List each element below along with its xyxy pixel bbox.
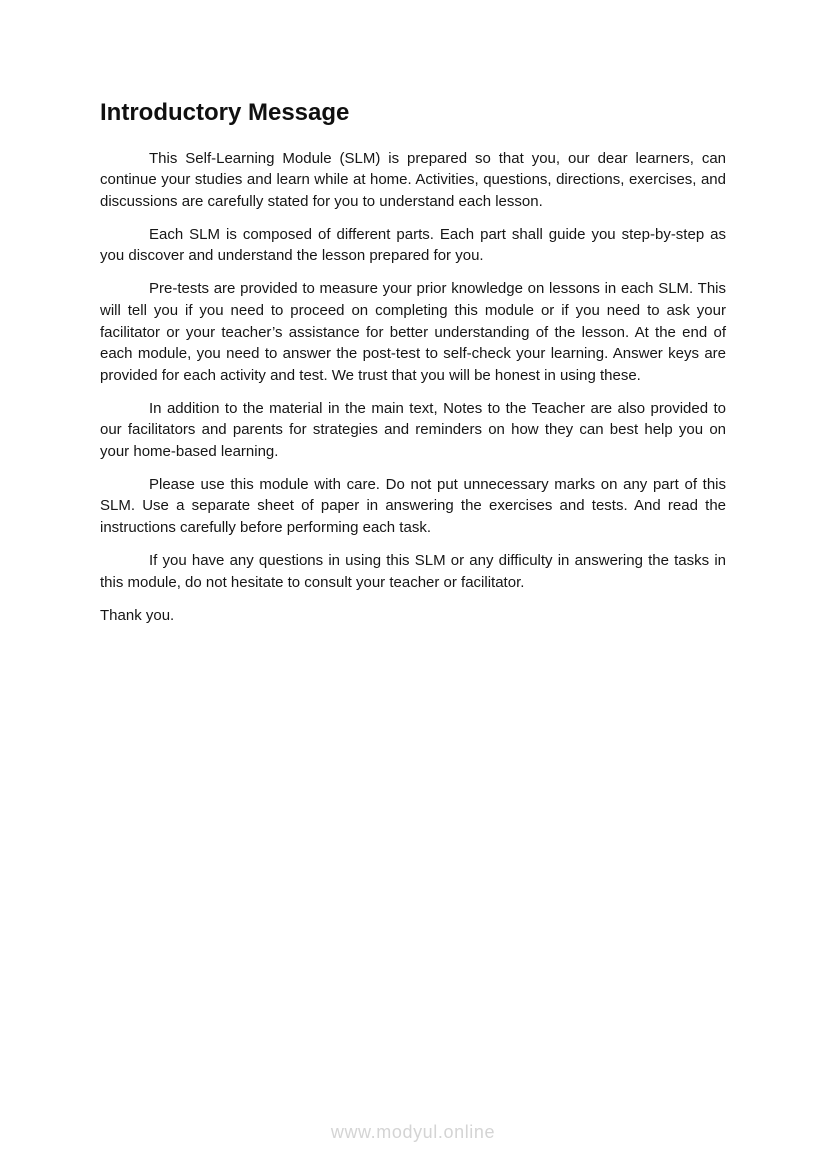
paragraph-parts: Each SLM is composed of different parts. Each part shall guide you step-by-step as you discover and understand the lesson prepared for you. (100, 225, 726, 265)
closing-text: Thank you. (100, 607, 175, 625)
paragraph-questions: If you have any questions in using this SLM or any difficulty in answering the tasks in this module, do not hesitate to consult your teacher or facilitator. (100, 551, 726, 591)
body-text (100, 148, 726, 627)
paragraph-care-instructions: Please use this module with care. Do not put unnecessary marks on any part of this SLM. Use a separate sheet of paper in answering the exercises and tests. And read the instructions carefully before performing each task. (100, 475, 726, 537)
page-title: Introductory Message (100, 99, 350, 126)
paragraph-pretests: Pre-tests are provided to measure your prior knowledge on lessons in each SLM. This will tell you if you need to proceed on completing this module or if you need to ask your facilitator or your teacher’s assistance for better understanding of the lesson. At the end of each module, you need to answer the post-test to self-check your learning. Answer keys are provided for each activity and test. We trust that you will be honest in using these. (100, 280, 726, 384)
paragraph-intro: This Self-Learning Module (SLM) is prepared so that you, our dear learners, can continue your studies and learn while at home. Activities, questions, directions, exercises, and discussions are carefully stated for you to understand each lesson. (100, 149, 726, 210)
paragraph-notes-to-teacher: In addition to the material in the main text, Notes to the Teacher are also provided to our facilitators and parents for strategies and reminders on how they can best help you on your home-based learning. (100, 399, 726, 461)
watermark-text: www.modyul.online (330, 1122, 496, 1142)
